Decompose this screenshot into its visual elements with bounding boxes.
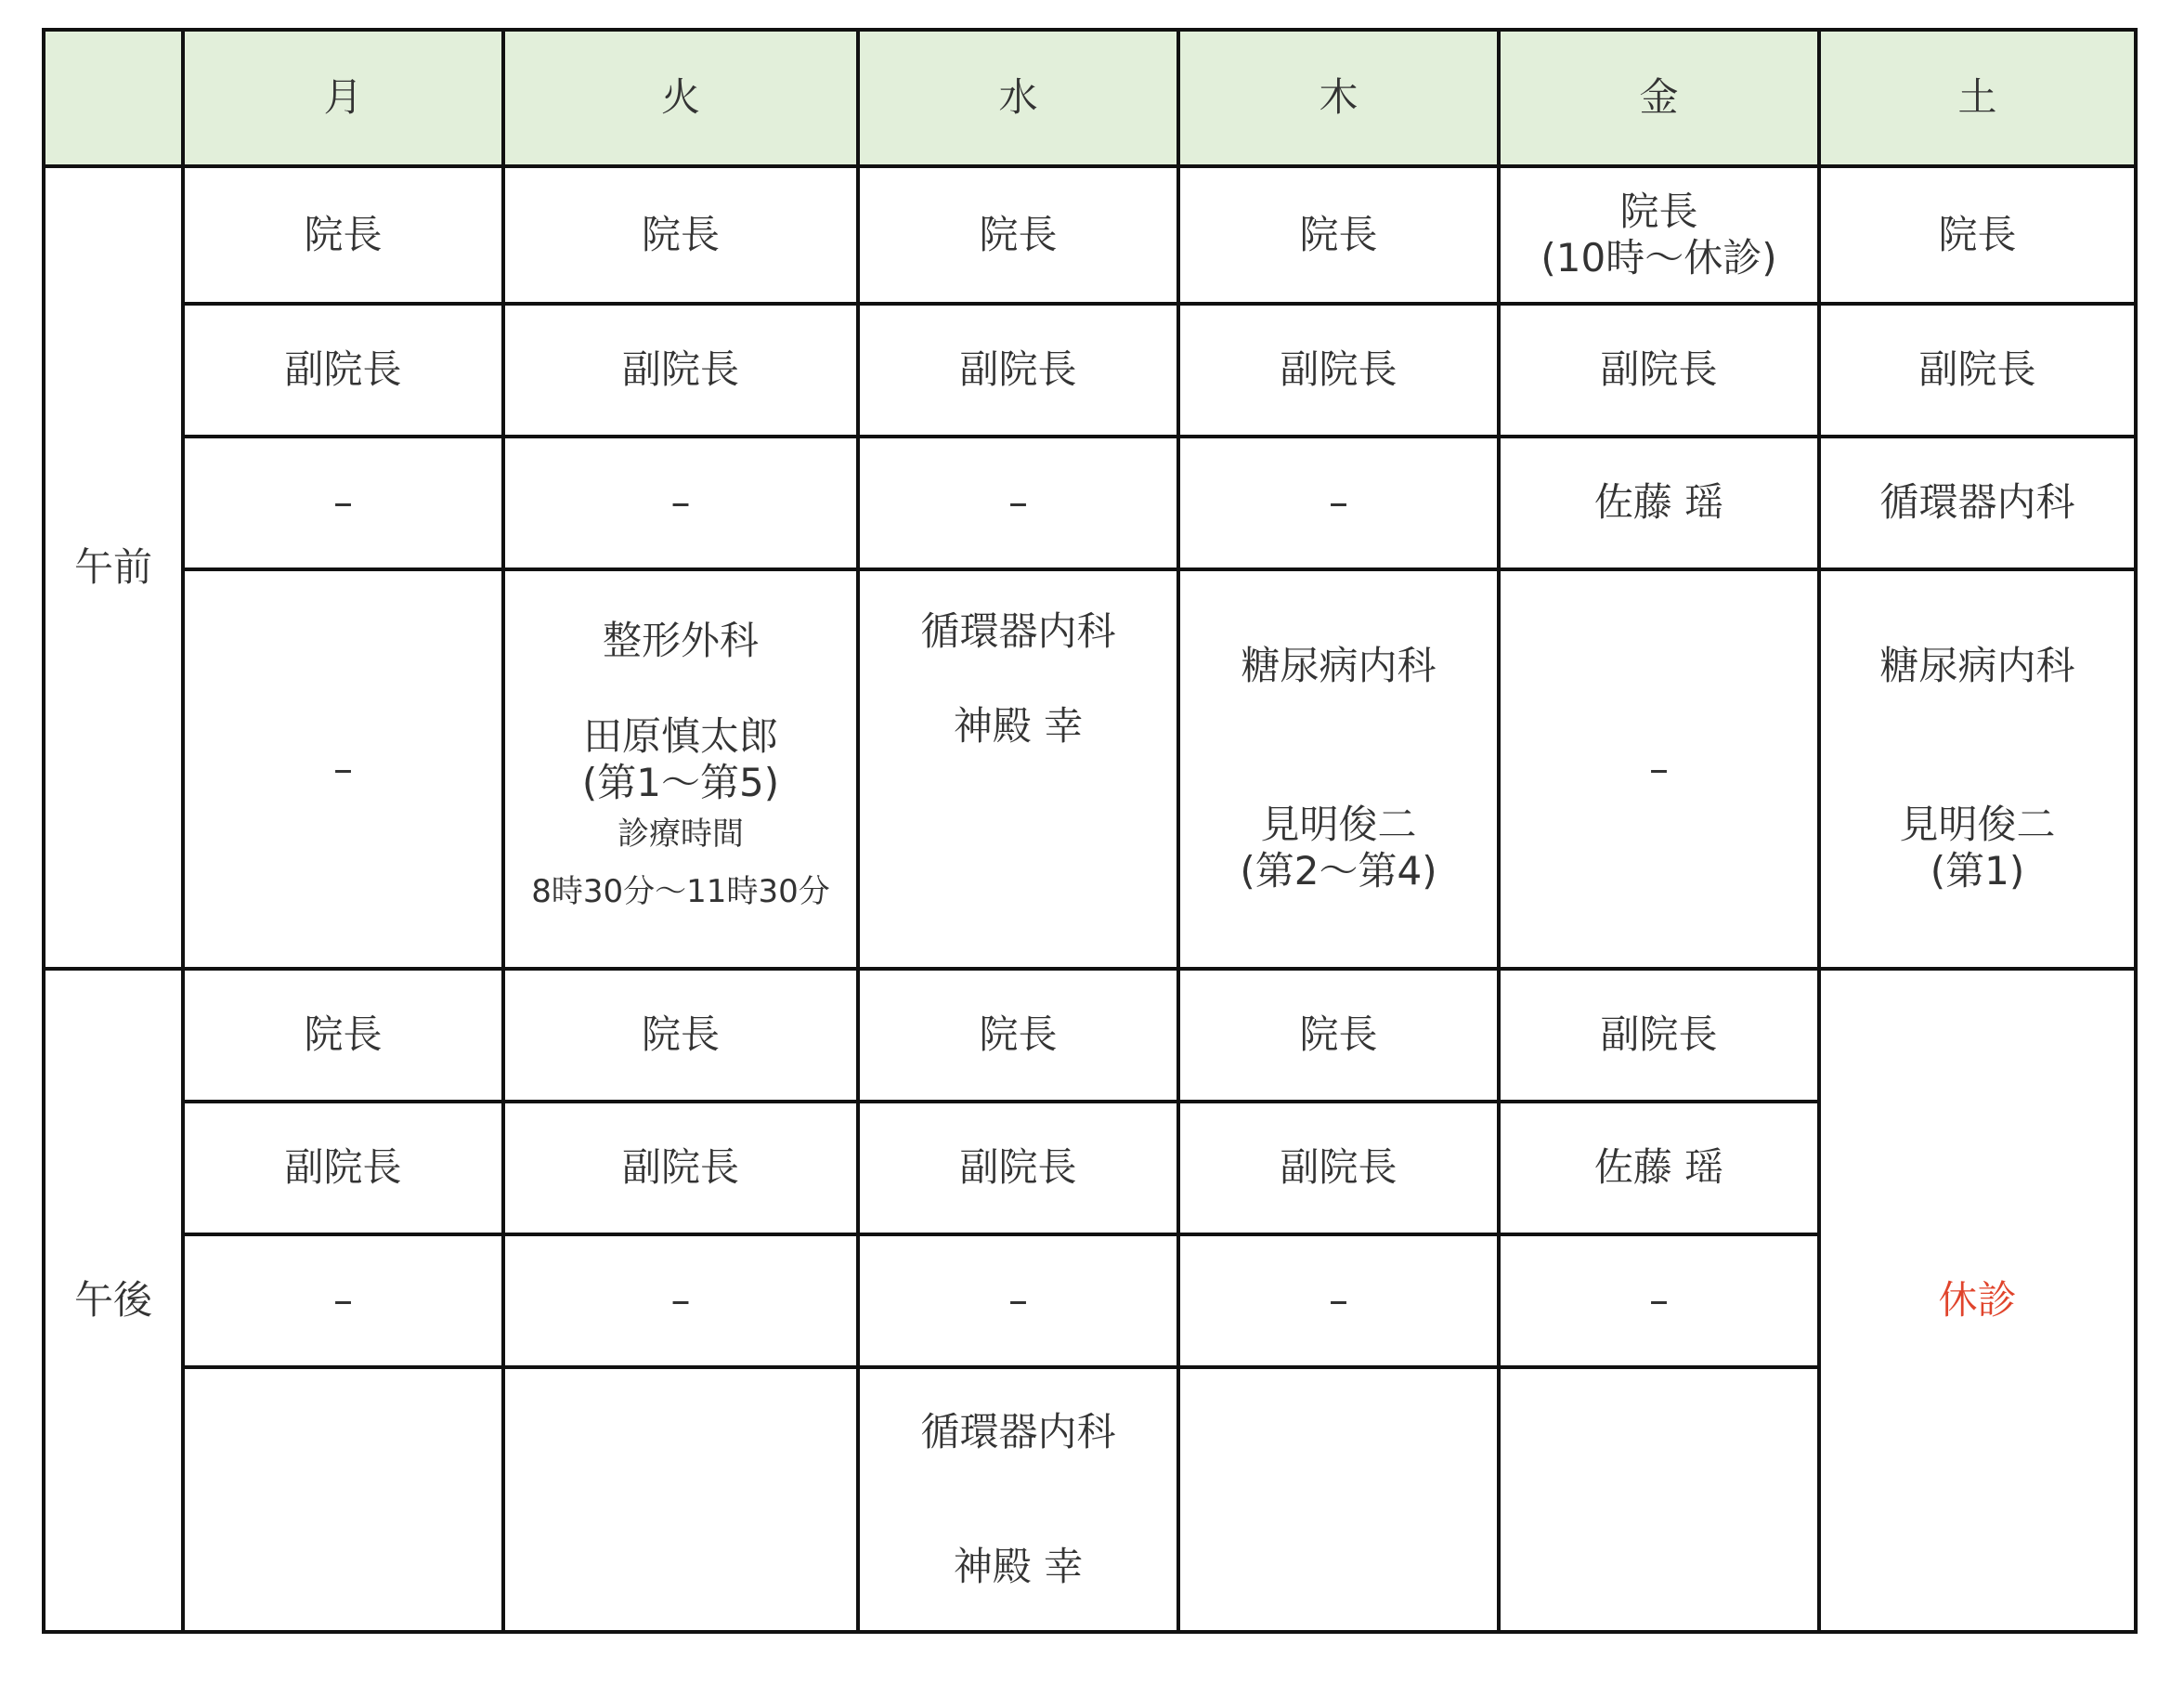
period-am-label: 午前 [44, 166, 183, 969]
am-row-2 [44, 304, 2136, 437]
cell: – [503, 437, 858, 569]
cell-text: (第2～第4) [1240, 848, 1437, 894]
day-header-fri: 金 [1499, 30, 1819, 166]
cell-text: 診療時間 [618, 815, 744, 854]
day-header-mon: 月 [183, 30, 503, 166]
cell-text: (第1) [1930, 848, 2025, 894]
cell: – [858, 437, 1178, 569]
cell-text: 田原慎太郎 [582, 712, 778, 759]
cell: – [1178, 1234, 1499, 1367]
cell-text: 糖尿病内科 [1879, 643, 2075, 689]
cell: 院長 [183, 166, 503, 304]
day-header-tue: 火 [503, 30, 858, 166]
am-row-1 [44, 166, 2136, 304]
cell: – [858, 1234, 1178, 1367]
cell: – [183, 1234, 503, 1367]
cell-fri-director [1499, 166, 1819, 304]
cell: 副院長 [1499, 969, 1819, 1102]
cell-text: 循環器内科 [920, 1408, 1116, 1455]
cell: 副院長 [1178, 1102, 1499, 1234]
pm-row-1 [44, 969, 2136, 1102]
cell: 院長 [858, 166, 1178, 304]
cell-text: 神殿 幸 [953, 703, 1084, 750]
am-row-4 [44, 569, 2136, 969]
cell-wed-cardiology [858, 569, 1178, 969]
cell: 副院長 [183, 304, 503, 437]
cell-text: 院長 [1619, 188, 1698, 234]
corner-cell [44, 30, 183, 166]
am-row-3 [44, 437, 2136, 569]
cell-text: 見明俊二 [1260, 801, 1417, 847]
cell-note: (10時～休診) [1540, 235, 1777, 280]
cell: 院長 [1819, 166, 2136, 304]
empty-cell [1178, 1367, 1499, 1632]
period-pm-label: 午後 [44, 969, 183, 1632]
cell: 副院長 [183, 1102, 503, 1234]
cell-thu-diabetes [1178, 569, 1499, 969]
cell: – [1178, 437, 1499, 569]
schedule-table [42, 28, 2138, 1634]
cell-wed-cardiology-pm [858, 1367, 1178, 1632]
cell: 循環器内科 [1819, 437, 2136, 569]
cell: 院長 [183, 969, 503, 1102]
day-header-thu: 木 [1178, 30, 1499, 166]
empty-cell [1499, 1367, 1819, 1632]
cell: 副院長 [858, 1102, 1178, 1234]
cell: 佐藤 瑶 [1499, 1102, 1819, 1234]
day-header-sat: 土 [1819, 30, 2136, 166]
cell: 副院長 [503, 1102, 858, 1234]
header-row [44, 30, 2136, 166]
cell: 院長 [1178, 166, 1499, 304]
empty-cell [183, 1367, 503, 1632]
cell-text: 見明俊二 [1899, 801, 2056, 847]
cell: 院長 [503, 969, 858, 1102]
cell: – [503, 1234, 858, 1367]
cell: 院長 [858, 969, 1178, 1102]
cell: 副院長 [1819, 304, 2136, 437]
cell: 院長 [503, 166, 858, 304]
cell-text: 整形外科 [602, 618, 759, 664]
cell-sat-diabetes [1819, 569, 2136, 969]
cell: 副院長 [1178, 304, 1499, 437]
sat-closed-cell: 休診 [1819, 969, 2136, 1632]
cell: – [183, 437, 503, 569]
cell: 副院長 [503, 304, 858, 437]
cell: – [1499, 569, 1819, 969]
cell: 院長 [1178, 969, 1499, 1102]
cell: – [183, 569, 503, 969]
empty-cell [503, 1367, 858, 1632]
cell-text: 神殿 幸 [953, 1544, 1084, 1589]
cell: 副院長 [1499, 304, 1819, 437]
cell-text: 糖尿病内科 [1241, 643, 1436, 689]
cell-tue-orthopedics [503, 569, 858, 969]
day-header-wed: 水 [858, 30, 1178, 166]
cell-text: 8時30分～11時30分 [531, 872, 830, 910]
cell: 佐藤 瑶 [1499, 437, 1819, 569]
cell-text: 循環器内科 [920, 608, 1116, 654]
cell: 副院長 [858, 304, 1178, 437]
cell: – [1499, 1234, 1819, 1367]
cell-text: (第1～第5) [581, 760, 780, 805]
